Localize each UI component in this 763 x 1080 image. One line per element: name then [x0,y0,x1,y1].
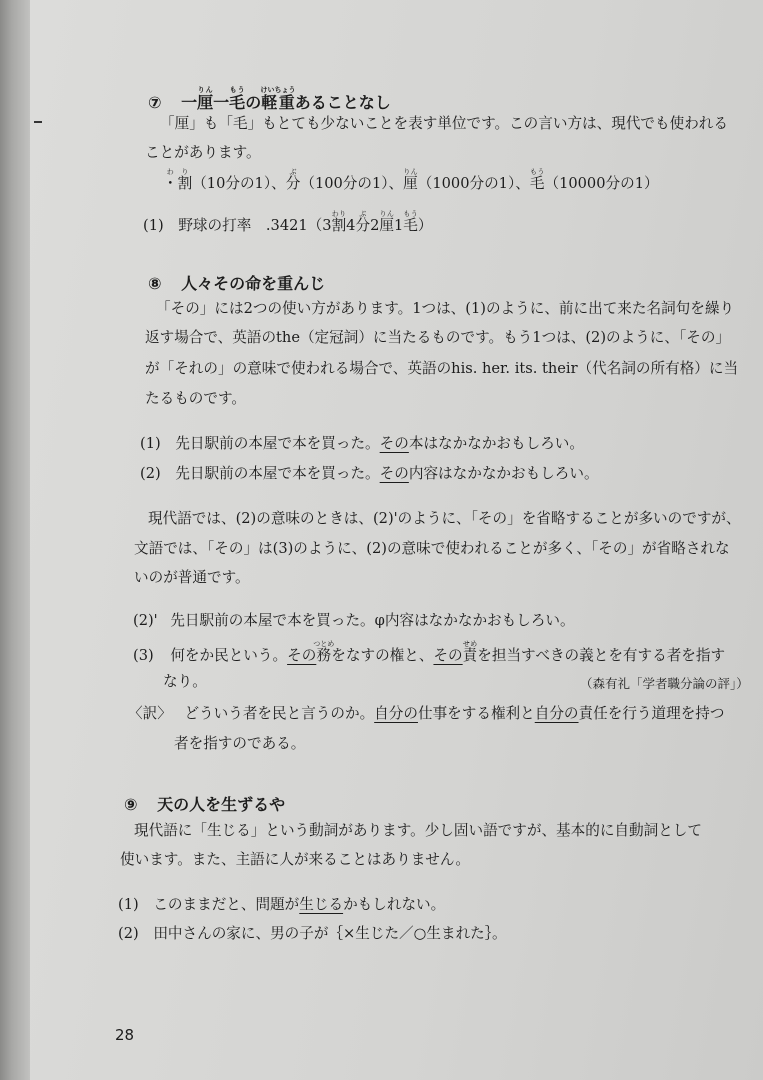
ruby-base: 軽重 [260,93,296,112]
example-label: (2) [118,925,139,942]
example-9-2 [118,922,507,943]
unit-definition: （10000分の1） [544,175,659,192]
ruby-word [229,86,246,112]
ruby-reading: もう [229,86,246,94]
heading-text: あることなし [294,93,391,112]
paragraph-line: が「それの」の意味で使われる場合で、英語のhis. her. its. their（代名詞の所有格）に当 [145,360,739,377]
page-number: 28 [115,1026,135,1044]
paragraph-line: 「厘」も「毛」もとても少ないことを表す単位です。この言い方は、現代でも使われる [160,115,728,132]
example-text: を担当すべきの義とを有する者を指す [477,647,726,664]
ruby-base: 厘 [379,217,394,234]
ruby-base: 厘 [197,93,214,112]
underlined-word: その [379,435,409,452]
heading-text: の [245,93,262,112]
ruby-base: 分 [285,175,301,192]
ruby-word [197,86,214,112]
ruby-reading: ぶ [355,210,371,218]
example-8-2-prime [133,609,575,630]
ruby-reading: つとめ [313,640,335,648]
paragraph-line: いのが普通です。 [134,569,250,586]
ruby-base: 務 [313,647,335,664]
ruby-base: ・割 [163,175,193,192]
book-spine-shadow [0,0,30,1080]
paragraph-line: 文語では、「その」は(3)のように、(2)の意味で使われることが多く、「その」が省略されな [134,540,730,557]
translation-text: 者を指すのである。 [174,735,306,752]
ruby-reading: りん [403,168,418,176]
example-label: (2)' [133,612,158,629]
example-text: 2 [370,217,380,234]
example-label: (1) [140,435,161,452]
ruby-word [462,640,478,664]
citation-source: （森有礼「学者職分論の評」） [580,676,749,691]
underlined-word: 自分の [534,705,579,722]
example-text: 先日駅前の本屋で本を買った。 [175,435,380,452]
ruby-base: 毛 [529,175,545,192]
example-text: 先日駅前の本屋で本を買った。 [175,465,380,482]
heading-text: 一 [181,93,198,112]
example-text: 内容はなかなかおもしろい。 [408,465,599,482]
example-text: 本はなかなかおもしろい。 [408,435,584,452]
ruby-reading: りん [197,86,214,94]
example-label: (1) [118,896,139,913]
ruby-word [313,640,335,664]
ruby-word [285,168,301,192]
ruby-base: 責 [462,647,478,664]
unit-definition: （1000分の1）、 [417,175,530,192]
example-text: 内容はなかなかおもしろい。 [384,612,575,629]
example-8-1 [140,432,584,453]
ruby-reading: せめ [462,640,478,648]
example-text: ） [417,217,433,234]
example-text: 4 [346,217,356,234]
heading-text: 人々その命を重んじ [181,274,326,293]
underlined-word: その [433,647,463,664]
ruby-base: 分 [355,217,371,234]
units-line [163,168,659,193]
section-9-heading [124,792,285,815]
underlined-word: その [379,465,409,482]
example-label: (1) [143,217,164,234]
ruby-reading: もう [403,210,418,218]
example-text: 野球の打率 .3421（3 [178,217,332,234]
section-number: ⑦ [148,93,162,112]
ruby-word [403,210,418,234]
ruby-reading: けいちょう [260,86,296,94]
section-number: ⑨ [124,795,138,814]
section-8-heading [148,271,325,294]
ruby-reading: わり [331,210,347,218]
ruby-word [260,86,296,112]
underlined-word: 生じる [299,896,344,913]
ruby-word [355,210,371,234]
translation-label: 〈訳〉 [128,705,172,722]
underlined-word: 自分の [374,705,418,722]
paragraph-line: 現代語に「生じる」という動詞があります。少し固い語ですが、基本的に自動詞として [134,822,702,839]
paragraph-line: 「その」には2つの使い方があります。1つは、(1)のように、前に出て来た名詞句を繰り [156,300,735,317]
example-text: をなすの権と、 [331,647,434,664]
ruby-base: 毛 [229,93,246,112]
ruby-base: 厘 [403,175,418,192]
ruby-word [331,210,347,234]
unit-definition: （100分の1）、 [300,175,404,192]
example-text: 先日駅前の本屋で本を買った。 [170,612,375,629]
paragraph-line: 現代語では、(2)の意味のときは、(2)'のように、「その」を省略することが多いのですが、 [148,510,741,527]
ruby-word [379,210,394,234]
ruby-reading: わり [163,168,193,176]
section-7-heading [148,86,391,113]
translation-text: 仕事をする権利と [417,705,535,722]
example-text: かもしれない。 [343,896,446,913]
ruby-word [163,168,193,192]
example-label: (2) [140,465,161,482]
underlined-word: その [287,647,317,664]
paragraph-line: たるものです。 [145,390,246,407]
phi-symbol: φ [374,612,385,629]
paragraph-line: 使います。また、主語に人が来ることはありません。 [120,851,470,868]
margin-mark [34,121,42,123]
example-9-1 [118,893,445,914]
section-number: ⑧ [148,274,162,293]
example-text: 何をか民という。 [170,647,288,664]
example-label: (3) [133,647,154,664]
example-text: 田中さんの家に、男の子が｛×生じた／○生まれた｝。 [153,925,507,942]
ruby-reading: ぶ [285,168,301,176]
translation-text: 責任を行う道理を持つ [578,705,725,722]
example-8-3 [133,640,725,665]
ruby-base: 毛 [403,217,418,234]
ruby-base: 割 [331,217,347,234]
translation-line [128,702,724,723]
heading-text: 天の人を生ずるや [157,795,286,814]
example-8-2 [140,462,599,483]
ruby-reading: もう [529,168,545,176]
translation-text: どういう者を民と言うのか。 [184,705,375,722]
example-7-1 [143,210,433,235]
ruby-word [529,168,545,192]
ruby-word [403,168,418,192]
paragraph-line: ことがあります。 [145,144,261,161]
example-text: なり。 [163,673,207,690]
example-text: 1 [393,217,404,234]
paragraph-line: 返す場合で、英語のthe（定冠詞）に当たるものです。もう1つは、(2)のように、「その」 [145,329,731,346]
heading-text: 一 [213,93,230,112]
ruby-reading: りん [379,210,394,218]
example-text: このままだと、問題が [153,896,300,913]
unit-definition: （10分の1）、 [192,175,286,192]
